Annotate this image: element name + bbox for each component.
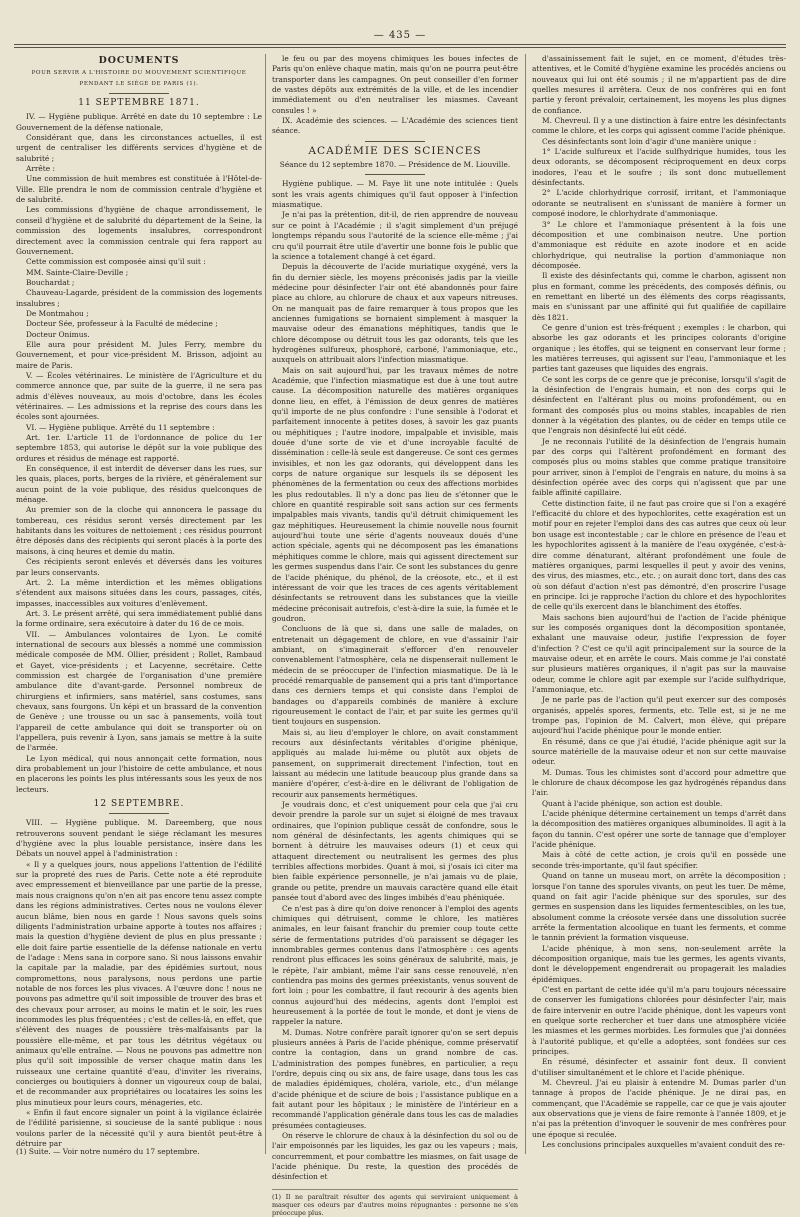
footnote: (1) Suite. — Voir notre numéro du 17 septembre.: [16, 1147, 200, 1156]
top-rule: [14, 44, 786, 45]
paragraph: VI. — Hygiène publique. Arrêté du 11 septembre :: [26, 422, 215, 432]
paragraph: Docteur Sée, professeur à la Faculté de médecine ;: [26, 319, 218, 329]
paragraph: M. Dumas. Notre confrère paraît ignorer qu'on se sert depuis plusieurs années à Paris de l'acide phénique, comme préservatif contre la contagion, dans un grand nombre de cas. L'administration des pompes funèbres, en particulier, a reçu l'ordre, depuis cinq ou six ans, de faire usage, dans tous les cas de maladies épidémiques, choléra, variole, etc., d'un mélange d'acide phénique et de sciure de bois ; l'assistance publique en a fait autant pour les hôpitaux ; le ministère de l'intérieur en a recommandé l'application générale dans tous les cas de maladies présumées contagieuses.: [272, 1027, 518, 1130]
article-body: [16, 818, 262, 1149]
date-heading: 11 SEPTEMBRE 1871.: [78, 98, 200, 109]
paragraph: Les conclusions principales auxquelles m'avaient conduit des re-: [542, 1140, 785, 1150]
paragraph: Ce sont les corps de ce genre que je préconise, lorsqu'il s'agit de la désinfection de l'engrais humain, et non des corps qui le désinfectent en l'altérant plus ou moins profondément, ou en formant des composés plus ou moins stables, incapables de rien donner à la végétation des plantes, ou de céder en temps utile ce que l'engrais non désinfecté lui eût cédé.: [532, 374, 786, 436]
paragraph: M. Chevreul. Il y a une distinction à faire entre les désinfectants comme le chlore, et les corps qui agissent comme l'acide phénique.: [532, 116, 786, 136]
paragraph: V. — Écoles vétérinaires. Le ministère de l'Agriculture et du commerce annonce que, par suite de la guerre, il ne sera pas admis d'élèves nouveaux, au mois d'octobre, dans les écoles vétérinaires. — Les admissions et la reprise des cours dans les écoles sont ajournées.: [16, 370, 262, 422]
paragraph: Cette commission est composée ainsi qu'il suit :: [26, 257, 206, 267]
paragraph: Considérant que, dans les circonstances actuelles, il est urgent de centraliser les différents services d'hygiène et de salubrité ;: [16, 133, 262, 163]
paragraph: VII. — Ambulances volontaires de Lyon. Le comité international de secours aux blessés a nommé une commission médicale composée de MM. Ollier, président ; Rollet, Rambaud et Gayet, vice-présidents ; et Lacyenne, secrétaire. Cette commission est chargée de l'organisation d'une première ambulance dite d'avant-garde. Personnel nombreux de chirurgiens et infirmiers, sans matériel, sans costumes, sans chevaux, sans fourgons. Un képi et un brassard de la convention de Genève ; une trousse ou un sac à pansements, voilà tout l'appareil de cette ambulance qui doit se transporter où on l'appellera, puis revenir à Lyon, sans jamais se mettre à la suite de l'armée.: [16, 629, 262, 753]
paragraph: Ce n'est pas à dire qu'on doive renoncer à l'emploi des agents chimiques qui détruisent, comme le chlore, les matières animales, en leur faisant franchir du premier coup toute cette série de fermentations putrides d'où paraissent se dégager les innombrables germes contenus dans l'atmosphère : ces agents rendront plus efficaces les soins généraux de salubrité, mais, je le répète, l'air ambiant, même l'air sans cesse renouvelé, n'en contiendra pas moins des germes préexistants, venus souvent de fort loin ; pour les combattre, il faut recourir à des agents bien connus aujourd'hui des médecins, agents dont l'emploi est heureusement à la portée de tout le monde, et dont je viens de rappeler la nature.: [272, 903, 518, 1027]
paragraph: Quand on tanne un museau mort, on arrête la décomposition ; lorsque l'on tanne des sporules vivants, on peut les tuer. De même, quand on fait agir l'acide phénique sur des sporules, sur des germes en suspension dans les liquides fermentescibles, on les tue, absolument comme la créosote versée dans une dissolution sucrée arrête la fermentation alcoolique en tuant les ferments, et comme le tannin prévient la formation visqueuse.: [532, 871, 786, 943]
paragraph: De Montmahou ;: [26, 308, 89, 318]
article-body: [272, 179, 518, 1182]
paragraph: le feu ou par des moyens chimiques les boues infectes de Paris qu'on enlève chaque matin, mais qu'on ne pourra peut-être transporter dans les campagnes. On peut conseiller d'en former de vastes dépôts aux extrémités de la ville, et de les incendier immédiatement ou d'en neutraliser les miasmes. Caveant consules ! »: [272, 54, 518, 115]
paragraph: Mais si, au lieu d'employer le chlore, on avait constamment recours aux désinfectants véritables d'origine phénique, appliqués au malade lui-même ou plutôt aux objets de pansement, on supprimerait directement l'infection, tout en laissant au médecin une latitude beaucoup plus grande dans sa manière d'opérer, c'est-à-dire en le délivrant de l'obligation de recourir aux pansements hermétiques.: [272, 727, 518, 799]
paragraph: L'acide phénique, à mon sens, non-seulement arrête la décomposition organique, mais tue les germes, les agents vivants, dont le développement engendrerait ou propagerait les maladies épidémiques.: [532, 943, 786, 984]
paragraph: Je voudrais donc, et c'est uniquement pour cela que j'ai cru devoir prendre la parole sur un sujet si éloigné de mes travaux ordinaires, que l'opinion publique cessât de confondre, sous le nom général de désinfectants, les agents chimiques qui se bornent à détruire les mauvaises odeurs (1) et ceux qui attaquent directement ou neutralisent les germes des plus terribles affections morbides. Quant à moi, si j'osais ici citer ma bien faible expérience personnelle, je n'ai jamais vu de plaie, grande ou petite, prendre un mauvais caractère quand elle était pansée tout d'abord avec des linges imbibés d'eau phéniquée.: [272, 800, 518, 903]
paragraph: Elle aura pour président M. Jules Ferry, membre du Gouvernement, et pour vice-président M. Brisson, adjoint au maire de Paris.: [16, 339, 262, 370]
academy-heading: ACADÉMIE DES SCIENCES: [308, 144, 482, 157]
section-title: DOCUMENTS: [98, 55, 180, 66]
paragraph: M. Dumas. Tous les chimistes sont d'accord pour admettre que le chlorure de chaux décompose les gaz hydrogénés répandus dans l'air.: [532, 767, 786, 798]
paragraph: Il existe des désinfectants qui, comme le charbon, agissent non plus en formant, comme les précédents, des composés définis, ou en remettant en liberté un des éléments des corps réagissants, mais en s'unissant par une affinité qui fut qualifiée de capillaire dès 1821.: [532, 271, 786, 322]
paragraph: Quant à l'acide phénique, son action est double.: [542, 798, 723, 808]
paragraph: En résumé, dans ce que j'ai étudié, l'acide phénique agit sur la source matérielle de la mauvaise odeur et non sur cette mauvaise odeur.: [532, 736, 786, 767]
paragraph: Ces récipients seront enlevés et déversés dans les voitures par leurs conservants.: [16, 557, 262, 577]
paragraph: Cette distinction faite, il ne faut pas croire que si l'on a exagéré l'efficacité du chlore et des hypochlorites, cette exagération est un motif pour en rejeter l'emploi dans des cas autres que ceux où leur bon usage est incontestable ; car le chlore en présence de l'eau et les hypochlorites agissent à la manière de l'eau oxygénée, c'est-à-dire comme dénaturant, altérant profondément une foule de matières organiques, parmi lesquelles il peut y avoir des venins, des virus, des miasmes, etc., etc. ; on aurait donc tort, dans des cas où son défaut d'action n'est pas démontré, d'en proscrire l'usage en principe. Ici je rapproche l'action du chlore et des hypochlorites de celle qu'ils exercent dans le blanchiment des étoffes.: [532, 498, 786, 612]
session-line: Séance du 12 septembre 1870. — Présidence de M. Liouville.: [279, 160, 511, 170]
paragraph: « Enfin il faut encore signaler un point à la vigilance éclairée de l'édilité parisienne, si soucieuse de la santé publique : nous voulons parler de la nécessité qu'il y aura bientôt peut-être à détruire par: [16, 1108, 262, 1149]
paragraph: Chauveau-Lagarde, président de la commission des logements insalubres ;: [16, 288, 262, 308]
separator: [109, 813, 169, 814]
paragraph: Mais sachons bien aujourd'hui de l'action de l'acide phénique sur les composés organiques dont la décomposition spontanée, exhalant une mauvaise odeur, justifie l'expression de foyer d'infection ? C'est ce qu'il agit principalement sur la source de la mauvaise odeur, et en arrête le cours. Mais comme je l'ai constaté sur plusieurs matières organiques, il n'agit pas sur la mauvaise odeur, comme le chlore agit par exemple sur l'acide sulfhydrique, l'ammoniaque, etc.: [532, 612, 786, 694]
footnote: (1) Il ne paraîtrait résulter des agents qui serviraient uniquement à masquer ces odeurs par d'autres moins répugnantes : personne ne s'en préoccupe plus.: [272, 1189, 518, 1217]
paragraph: Bouchardat ;: [26, 277, 75, 287]
section-subtitle: POUR SERVIR A L'HISTOIRE DU MOUVEMENT SCIENTIFIQUE PENDANT LE SIÉGE DE PARIS (1).: [31, 70, 247, 87]
paragraph: L'acide phénique détermine certainement un temps d'arrêt dans la décomposition des matières organiques albuminoïdes. Il agit à la façon du tannin. C'est opérer une sorte de tannage que d'employer l'acide phénique.: [532, 809, 786, 850]
paragraph: Ces désinfectants sont loin d'agir d'une manière unique :: [542, 136, 757, 146]
separator: [365, 141, 425, 142]
paragraph: Depuis la découverte de l'acide muriatique oxygéné, vers la fin du dernier siècle, les moyens préconisés jadis par la vieille médecine pour désinfecter l'air ont été abandonnés pour faire place au chlore, au chlorure de chaux et aux vapeurs nitreuses. On ne manquait pas de faire remarquer à tous propos que les anciennes fumigations se bornaient simplement à masquer la mauvaise odeur des émanations méphitiques, tandis que le chlore décompose ou détruit tous les gaz odorants, tels que les hydrogènes sulfureux, phosphoré, carboné, l'ammoniaque, etc., auxquels on attribuait alors l'infection miasmatique.: [272, 262, 518, 365]
paragraph: IX. Académie des sciences. — L'Académie des sciences tient séance.: [272, 116, 518, 136]
column-middle: [272, 54, 518, 1217]
paragraph: Je ne reconnais l'utilité de la désinfection de l'engrais humain par des corps qui l'altèrent profondément en formant des composés plus ou moins stables que comme pratique transitoire pour arriver, sinon à l'emploi de l'engrais en nature, du moins à sa désinfection opérée avec des corps qui n'agissent que par une faible affinité capillaire.: [532, 436, 786, 498]
article-body: [16, 112, 262, 795]
article-body: [532, 54, 786, 1150]
column-right: [532, 54, 786, 1164]
paragraph: Art. 2. La même interdiction et les mêmes obligations s'étendent aux maisons situées dans les cours, passages, cités, impasses, inaccessibles aux voitures d'enlèvement.: [16, 577, 262, 608]
paragraph: 2° L'acide chlorhydrique corrosif, irritant, et l'ammoniaque odorante se neutralisent en s'unissant de manière à former un composé inodore, le chlorhydrate d'ammoniaque.: [532, 188, 786, 219]
paragraph: Art. 3. Le présent arrêté, qui sera immédiatement publié dans la forme ordinaire, sera exécutoire à dater du 16 de ce mois.: [16, 608, 262, 629]
paragraph: Au premier son de la cloche qui annoncera le passage du tombereau, ces résidus seront versés directement par les habitants dans les voitures de nettoiement ; ces résidus pourront être déposés dans des récipients qui seront placés à la porte des maisons, à cinq heures et demie du matin.: [16, 505, 262, 556]
date-heading: 12 SEPTEMBRE.: [93, 799, 185, 810]
paragraph: Mais à côté de cette action, je crois qu'il en possède une seconde très-importante, qu'il faut spécifier.: [532, 850, 786, 870]
top-rule-double: [14, 47, 786, 48]
paragraph: Docteur Onimus.: [26, 329, 90, 339]
paragraph: Hygiène publique. — M. Faye lit une note intitulée : Quels sont les vrais agents chimiques qu'il faut opposer à l'infection miasmatique.: [272, 179, 518, 210]
paragraph: Concluons de là que si, dans une salle de malades, on entretenait un dégagement de chlore, en vue d'assainir l'air ambiant, on s'imaginerait s'efforcer d'en renouveler convenablement l'atmosphère, cela ne dispenserait nullement le médecin de se préoccuper de l'infection miasmatique. De là le procédé remarquable de pansement qui a pris tant d'importance dans ces derniers temps et qui consiste dans l'emploi de bandages ou d'appareils combinés de manière à exclure rigoureusement le contact de l'air, et par suite les germes qu'il tient toujours en suspension.: [272, 624, 518, 727]
article-body: [272, 54, 518, 137]
paragraph: Une commission de huit membres est constituée à l'Hôtel-de-Ville. Elle prendra le nom de commission centrale d'hygiène et de salubrité.: [16, 174, 262, 205]
paragraph: Mais on sait aujourd'hui, par les travaux mêmes de notre Académie, que l'infection miasmatique est due à une tout autre cause. La décomposition naturelle des matières organiques donne lieu, en effet, à l'émission de deux genres de matières qu'il importe de ne plus confondre : l'une sensible à l'odorat et parfaitement innocente à petites doses, à savoir les gaz puants ou méphitiques ; l'autre inodore, impalpable et invisible, mais douée d'une sorte de vie et d'une incroyable faculté de dissémination : celle-là seule est dangereuse. Ce sont ces germes invisibles, et non les gaz odorants, qui développent dans les corps de nature organique sur lesquels ils se déposent les phénomènes de la fermentation ou ceux des affections morbides les plus redoutables. Il n'y a donc pas lieu de s'étonner que le chlore en quantité respirable soit sans action sur ces ferments impalpables mais vivants, tandis qu'il détruit chimiquement les gaz méphitiques. Heureusement la chimie nouvelle nous fournit aujourd'hui toute une série d'agents nouveaux doués d'une action spéciale, agents qui ne décomposent pas les émanations méphitiques comme le chlore, mais qui agissent directement sur les germes suspendus dans l'air. Ce sont les substances du genre de l'acide phénique, du phénol, de la créosote, etc., et il est intéressant de voir que les traces de ces agents véritablement désinfectants se retrouvent dans les substances que la vieille médecine préconisait autrefois, c'est-à-dire la suie, la fumée et le goudron.: [272, 365, 518, 623]
paragraph: C'est en partant de cette idée qu'il m'a paru toujours nécessaire de conserver les fumigations chlorées pour désinfecter l'air, mais de faire intervenir en outre l'acide phénique, dont les vapeurs vont en quelque sorte rechercher et tuer dans une atmosphère viciée les miasmes et les germes morbides. Les formules que j'ai données à l'autorité publique, et qu'elle a adoptées, sont fondées sur ces principes.: [532, 984, 786, 1056]
paragraph: 3° Le chlore et l'ammoniaque présentent à la fois une décomposition et une combinaison neutre. Une portion d'ammoniaque est réduite en azote inodore et en acide chlorhydrique, qui neutralise la portion d'ammoniaque non décomposée.: [532, 219, 786, 270]
paragraph: Le Lyon médical, qui nous annonçait cette formation, nous dira probablement un jour l'histoire de cette ambulance, et nous en placerons les points les plus intéressants sous les yeux de nos lecteurs.: [16, 753, 262, 794]
column-left: [16, 54, 262, 1164]
page-number: — 435 —: [373, 30, 427, 41]
paragraph: Je ne parle pas de l'action qu'il peut exercer sur des composés organisés, appelés spores, ferments, etc. Telle est, si je ne me trompe pas, l'opinion de M. Calvert, mon élève, qui prépare aujourd'hui l'acide phénique pour le monde entier.: [532, 695, 786, 736]
column-divider: [265, 54, 266, 1154]
paragraph: Arrête :: [26, 164, 55, 174]
paragraph: Les commissions d'hygiène de chaque arrondissement, le conseil d'hygiène et de salubrité du département de la Seine, la commission des logements insalubres, correspondront directement avec la commission centrale qui fera rapport au Gouvernement.: [16, 205, 262, 256]
separator: [365, 174, 425, 175]
paragraph: Je n'ai pas la prétention, dit-il, de rien apprendre de nouveau sur ce point à l'Académie ; il s'agit simplement d'un préjugé longtemps répandu sous l'autorité de la science elle-même ; j'ai cru qu'il pourrait être utile d'avertir une bonne fois le public que la science a totalement changé à cet égard.: [272, 210, 518, 261]
separator: [109, 93, 169, 94]
column-divider: [525, 54, 526, 1154]
paragraph: En conséquence, il est interdit de déverser dans les rues, sur les quais, places, ports, berges de la rivière, et généralement sur aucun point de la voie publique, des résidus quelconques de ménage.: [16, 464, 262, 505]
paragraph: « Il y a quelques jours, nous appelions l'attention de l'édilité sur la propreté des rues de Paris. Cette note a été reproduite avec empressement et bienveillance par une partie de la presse, mais nous craignons qu'on n'en ait pas encore tenu assez compte dans les régions administratives. Certes nous ne voulons élever aucun blâme, bien nous en garde ! Nous savons quels soins diligents l'administration urbaine apporte à toutes nos affaires ; mais la question d'hygiène devient de plus en plus pressante ; elle doit faire partie essentielle de la défense nationale en vertu de l'adage : Mens sana in corpore sano. Si nous laissons envahir la capitale par la maladie, par des épidémies surtout, nous compromettons, nous paralysons, nous perdons une partie notable de nos forces les plus vivaces. A l'œuvre donc ! nous ne pouvons pas admettre qu'il soit impossible de trouver des bras et des chevaux pour arroser, au moins le matin et le soir, les rues incommodes les plus fréquentées ; c'est de celles-là, en effet, que s'élèvent des nuages de poussière très-malfaisants par la poussière elle-même, et par tous les détritus végétaux ou animaux qu'elle entraîne. — Nous ne pouvons pas admettre non plus qu'il soit impossible de verser chaque matin dans les ruisseaux une certaine quantité d'eau, d'inviter les riverains, concierges ou boutiquiers à donner un vigoureux coup de balai, et de recommander aux propriétaires ou locataires les soins les plus minutieux pour leurs cours, ménageries, etc.: [16, 859, 262, 1107]
paragraph: 1° L'acide sulfureux et l'acide sulfhydrique humides, tous les deux odorants, se décomposent réciproquement en deux corps inodores, l'eau et le soufre ; ils sont donc mutuellement désinfectants.: [532, 147, 786, 188]
paragraph: MM. Sainte-Claire-Deville ;: [26, 267, 129, 277]
paragraph: VIII. — Hygiène publique. M. Dareemberg, que nous retrouverons souvent pendant le siége réclamant les mesures d'hygiène avec la plus louable persistance, insère dans les Débats un nouvel appel à l'administration :: [16, 818, 262, 859]
paragraph: Ce genre d'union est très-fréquent ; exemples : le charbon, qui absorbe les gaz odorants et les principes colorants d'origine organique ; les étoffes, qui se teignent en conservant leur forme ; les matières terreuses, qui agissent sur l'eau, l'ammoniaque et les parties tant gazeuses que liquides des engrais.: [532, 322, 786, 374]
paragraph: M. Chevreul. J'ai eu plaisir à entendre M. Dumas parler d'un tannage à propos de l'acide phénique. Je ne dirai pas, en commençant, que l'Académie se rappelle, car ce que je vais ajouter aux observations que je viens de faire remonte à l'année 1809, et je n'ai pas la prétention d'invoquer le souvenir de mes confrères pour une époque si reculée.: [532, 1078, 786, 1139]
paragraph: On réserve le chlorure de chaux à la désinfection du sol ou de l'air empoisonnés par les liquides, les gaz ou les vapeurs ; mais, concurremment, et pour combattre les miasmes, on fait usage de l'acide phénique. Du reste, la question des procédés de désinfection et: [272, 1131, 518, 1182]
paragraph: d'assainissement fait le sujet, en ce moment, d'études très-attentives, et le Comité d'hygiène examine les procédés anciens ou nouveaux qui lui ont été soumis ; il ne m'appartient pas de dire quelles mesures il arrêtera. Ceux de nos confrères qui en font partie y feront prévaloir, certainement, les moyens les plus dignes de confiance.: [532, 54, 786, 115]
paragraph: En résumé, désinfecter et assainir font deux. Il convient d'utiliser simultanément et le chlore et l'acide phénique.: [532, 1057, 786, 1077]
paragraph: IV. — Hygiène publique. Arrêté en date du 10 septembre : Le Gouvernement de la défense nationale,: [16, 112, 262, 132]
paragraph: Art. 1er. L'article 11 de l'ordonnance de police du 1er septembre 1853, qui autorise le dépôt sur la voie publique des ordures et résidus de ménage est rapporté.: [16, 433, 262, 463]
